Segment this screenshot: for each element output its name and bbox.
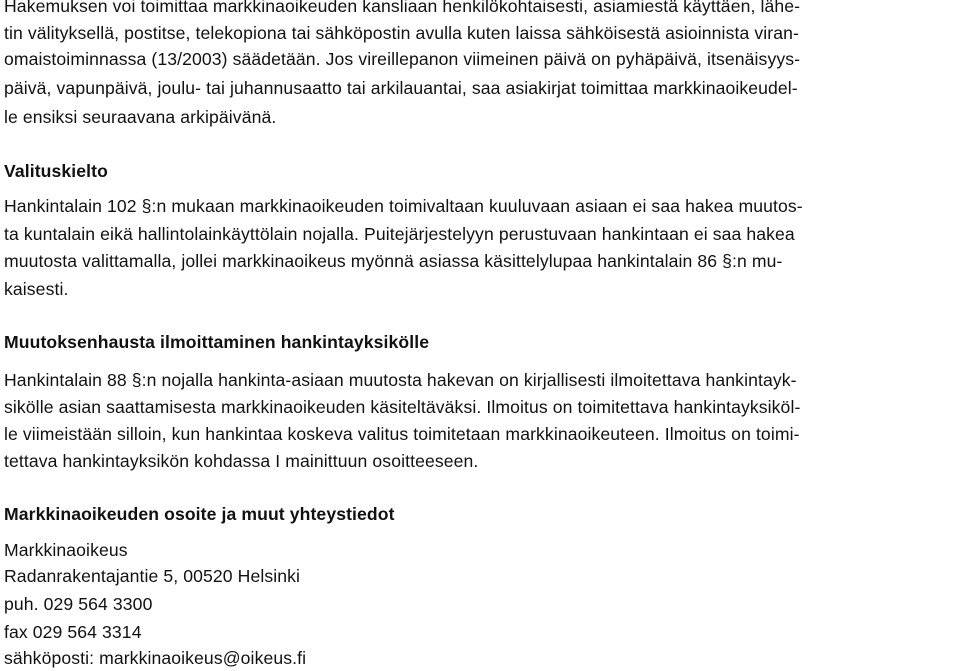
intro-paragraph-line: le ensiksi seuraavana arkipäivänä. — [4, 107, 277, 127]
intro-paragraph-line: Hakemuksen voi toimittaa markkinaoikeuden kansliaan henkilökohtaisesti, asiamiestä käyttäen, lähe- — [4, 0, 801, 16]
notification-line: le viimeistään silloin, kun hankintaa koskeva valitus toimitetaan markkinaoikeuteen. Ilmoitus on toimi- — [4, 424, 800, 444]
appeal-ban-line: ta kuntalain eikä hallintolainkäyttölain nojalla. Puitejärjestelyyn perustuvaan hankintaan ei saa hakea — [4, 224, 795, 244]
notification-heading: Muutoksenhausta ilmoittaminen hankintayksikölle — [4, 332, 430, 352]
contact-fax: fax 029 564 3314 — [4, 622, 142, 642]
intro-paragraph-line: päivä, vapunpäivä, joulu- tai juhannusaatto tai arkilauantai, saa asiakirjat toimittaa markkinaoikeudel- — [4, 78, 798, 98]
notification-line: tettava hankintayksikön kohdassa I mainittuun osoitteeseen. — [4, 451, 479, 471]
appeal-ban-heading: Valituskielto — [4, 161, 108, 181]
contact-email: sähköposti: markkinaoikeus@oikeus.fi — [4, 648, 307, 668]
contact-heading: Markkinaoikeuden osoite ja muut yhteystiedot — [4, 504, 395, 524]
appeal-ban-line: Hankintalain 102 §:n mukaan markkinaoikeuden toimivaltaan kuuluvaan asiaan ei saa hakea muutos- — [4, 196, 803, 216]
intro-paragraph-line: omaistoiminnassa (13/2003) säädetään. Jos vireillepanon viimeinen päivä on pyhäpäivä, itsenäisyys- — [4, 49, 801, 69]
notification-line: sikölle asian saattamisesta markkinaoikeuden käsiteltäväksi. Ilmoitus on toimitettava hankintayksiköl- — [4, 397, 801, 417]
contact-organization: Markkinaoikeus — [4, 540, 128, 560]
appeal-ban-line: kaisesti. — [4, 279, 69, 299]
notification-line: Hankintalain 88 §:n nojalla hankinta-asiaan muutosta hakevan on kirjallisesti ilmoitettava hankintayk- — [4, 370, 797, 390]
intro-paragraph-line: tin välityksellä, postitse, telekopiona tai sähköpostin avulla kuten laissa sähköisestä asioinnista viran- — [4, 23, 799, 43]
appeal-ban-line: muutosta valittamalla, jollei markkinaoikeus myönnä asiassa käsittelylupaa hankintalain 86 §:n mu- — [4, 251, 783, 271]
contact-address: Radanrakentajantie 5, 00520 Helsinki — [4, 566, 301, 586]
contact-phone: puh. 029 564 3300 — [4, 594, 153, 614]
